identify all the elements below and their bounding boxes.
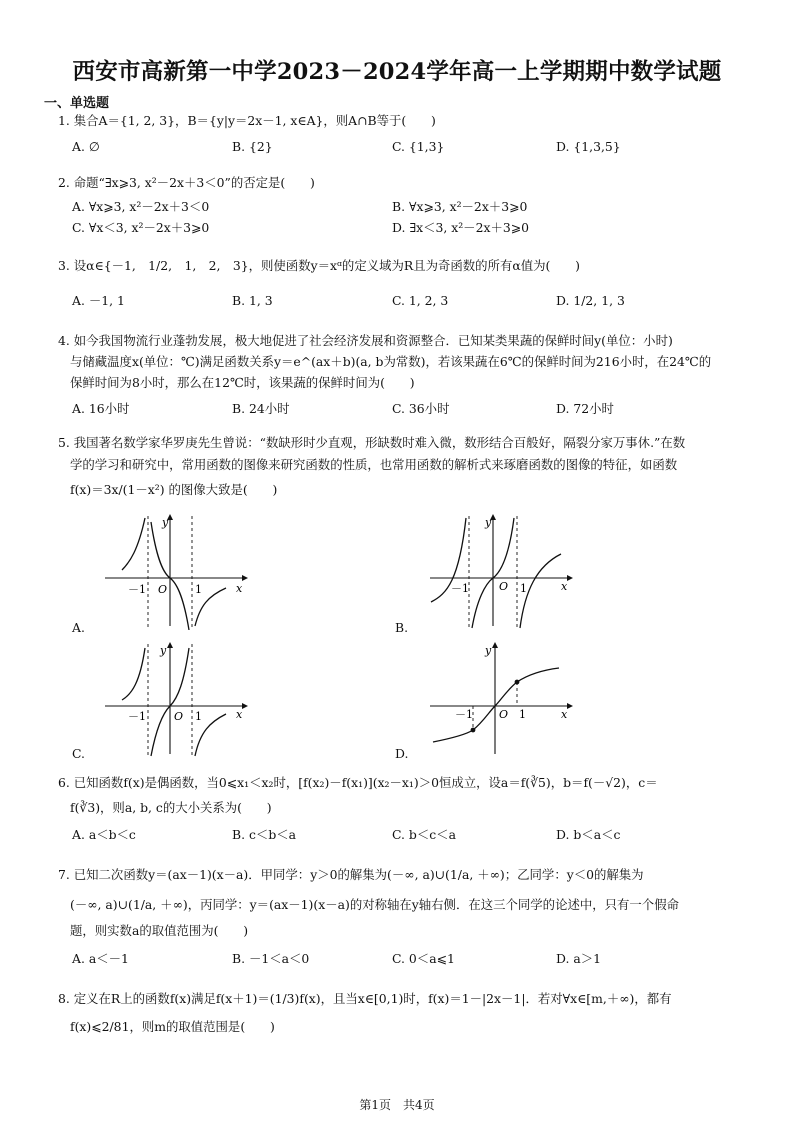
- q2-stem: 2. 命题“∃x⩾3, x²－2x＋3＜0”的否定是( ): [58, 175, 315, 190]
- q5-option-c: C.: [72, 746, 85, 761]
- graph-c: [100, 638, 250, 758]
- graph-a: [100, 510, 250, 630]
- graph-b-origin: O: [499, 580, 509, 593]
- q6-option-b: B. c＜b＜a: [232, 827, 297, 842]
- q5-option-d: D.: [395, 746, 409, 761]
- graph-c-x-label: x: [236, 708, 243, 721]
- graph-c-y-label: y: [160, 644, 167, 657]
- q5-stem-line2: 学的学习和研究中，常用函数的图像来研究函数的性质，也常用函数的解析式来琢磨函数的图像的特征，如函数: [70, 457, 678, 472]
- graph-b-tick-neg: －1: [451, 582, 469, 595]
- q7-option-c: C. 0＜a⩽1: [392, 951, 455, 966]
- graph-c-origin: O: [174, 710, 184, 723]
- graph-a-x-label: x: [236, 582, 243, 595]
- q7-option-a: A. a＜－1: [72, 951, 129, 966]
- graph-b-y-label: y: [485, 516, 492, 529]
- q1-stem: 1. 集合A＝{1, 2, 3}，B＝{y|y＝2x－1, x∈A}，则A∩B等于( ): [58, 113, 436, 128]
- q6-option-c: C. b＜c＜a: [392, 827, 456, 842]
- q7-stem-line2: (－∞, a)∪(1/a, ＋∞)，丙同学：y＝(ax－1)(x－a)的对称轴在y轴右侧．在这三个同学的论述中，只有一个假命: [70, 897, 679, 912]
- q2-option-a: A. ∀x⩾3, x²－2x＋3＜0: [72, 199, 210, 214]
- q1-option-b: B. {2}: [232, 139, 273, 154]
- graph-a-tick-pos: 1: [195, 583, 202, 596]
- q4-stem-line3: 保鲜时间为8小时，那么在12℃时，该果蔬的保鲜时间为( ): [70, 375, 415, 390]
- graph-d-y-label: y: [485, 644, 492, 657]
- q5-option-a: A.: [72, 620, 85, 635]
- q7-stem-line1: 7. 已知二次函数y＝(ax－1)(x－a)．甲同学：y＞0的解集为(－∞, a)∪(1/a, ＋∞)；乙同学：y＜0的解集为: [58, 867, 644, 882]
- q7-option-b: B. －1＜a＜0: [232, 951, 310, 966]
- q3-option-b: B. 1, 3: [232, 293, 273, 308]
- graph-d: [425, 638, 575, 758]
- q4-option-c: C. 36小时: [392, 401, 450, 416]
- q2-option-b: B. ∀x⩾3, x²－2x＋3⩾0: [392, 199, 528, 214]
- q3-option-d: D. 1/2, 1, 3: [556, 293, 625, 308]
- q5-option-b: B.: [395, 620, 409, 635]
- graph-b-tick-pos: 1: [520, 582, 527, 595]
- q4-stem-line1: 4. 如今我国物流行业蓬勃发展，极大地促进了社会经济发展和资源整合．已知某类果蔬的保鲜时间y(单位：小时): [58, 333, 673, 348]
- graph-c-tick-pos: 1: [195, 710, 202, 723]
- graph-d-x-label: x: [561, 708, 568, 721]
- q8-stem-line1: 8. 定义在R上的函数f(x)满足f(x＋1)＝(1/3)f(x)，且当x∈[0,1)时，f(x)＝1－|2x－1|．若对∀x∈[m,＋∞)，都有: [58, 991, 672, 1006]
- q5-stem-line3: f(x)＝3x/(1－x²) 的图像大致是( ): [70, 482, 278, 497]
- q6-stem-line2: f(∛3)，则a, b, c的大小关系为( ): [70, 800, 272, 815]
- q2-option-c: C. ∀x＜3, x²－2x＋3⩾0: [72, 220, 210, 235]
- q6-option-d: D. b＜a＜c: [556, 827, 621, 842]
- graph-a-y-label: y: [162, 516, 169, 529]
- q7-option-d: D. a＞1: [556, 951, 602, 966]
- page-footer: 第1页 共4页: [359, 1098, 435, 1112]
- q4-option-a: A. 16小时: [72, 401, 130, 416]
- q3-option-a: A. －1, 1: [72, 293, 125, 308]
- q8-stem-line2: f(x)⩽2/81，则m的取值范围是( ): [70, 1019, 275, 1034]
- q1-option-c: C. {1,3}: [392, 139, 445, 154]
- q3-option-c: C. 1, 2, 3: [392, 293, 449, 308]
- q4-option-d: D. 72小时: [556, 401, 614, 416]
- q2-option-d: D. ∃x＜3, x²－2x＋3⩾0: [392, 220, 529, 235]
- graph-c-tick-neg: －1: [128, 710, 146, 723]
- graph-d-tick-neg: －1: [455, 708, 473, 721]
- graph-a-tick-neg: －1: [128, 583, 146, 596]
- q1-option-a: A. ∅: [72, 139, 100, 154]
- graph-d-tick-pos: 1: [519, 708, 526, 721]
- graph-a-origin: O: [158, 583, 168, 596]
- page-title: 西安市高新第一中学2023－2024学年高一上学期期中数学试题: [72, 59, 722, 85]
- q1-option-d: D. {1,3,5}: [556, 139, 621, 154]
- q5-stem-line1: 5. 我国著名数学家华罗庚先生曾说：“数缺形时少直观，形缺数时难入微，数形结合百般好，隔裂分家万事休.”在数: [58, 435, 686, 450]
- section-heading: 一、单选题: [44, 96, 110, 111]
- q6-option-a: A. a＜b＜c: [72, 827, 136, 842]
- q7-stem-line3: 题，则实数a的取值范围为( ): [70, 923, 249, 938]
- q4-option-b: B. 24小时: [232, 401, 290, 416]
- graph-b-x-label: x: [561, 580, 568, 593]
- q4-stem-line2: 与储藏温度x(单位：℃)满足函数关系y＝e^(ax＋b)(a, b为常数)，若该果蔬在6℃的保鲜时间为216小时，在24℃的: [70, 354, 712, 369]
- q6-stem-line1: 6. 已知函数f(x)是偶函数，当0⩽x₁＜x₂时，[f(x₂)－f(x₁)](x₂－x₁)＞0恒成立，设a＝f(∛5)，b＝f(－√2)，c＝: [58, 775, 658, 790]
- graph-b: [425, 510, 575, 630]
- q3-stem: 3. 设α∈{－1, 1/2, 1, 2, 3}，则使函数y＝xᵅ的定义域为R且为奇函数的所有α值为( ): [58, 258, 580, 273]
- graph-d-origin: O: [499, 708, 509, 721]
